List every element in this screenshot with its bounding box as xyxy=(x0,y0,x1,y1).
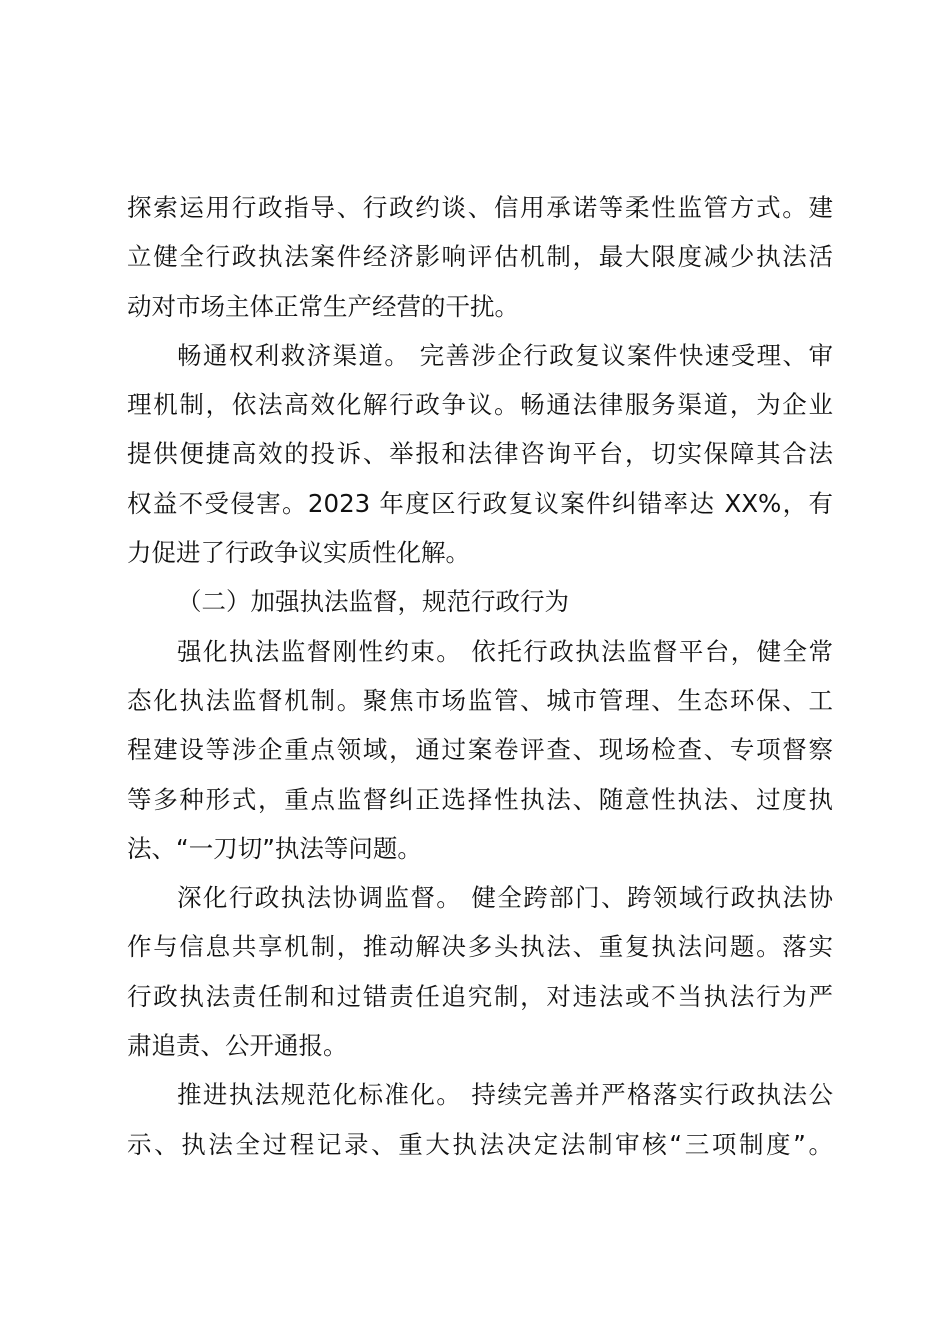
paragraph-line: 态化执法监督机制。聚焦市场监管、城市管理、生态环保、工 xyxy=(127,685,833,715)
paragraph-line: 强化执法监督刚性约束。 依托行政执法监督平台，健全常 xyxy=(177,636,833,666)
paragraph-line: 等多种形式，重点监督纠正选择性执法、随意性执法、过度执 xyxy=(127,784,833,814)
paragraph-line: 力促进了行政争议实质性化解。 xyxy=(127,538,470,568)
paragraph-line: 示、执法全过程记录、重大执法决定法制审核“三项制度”。 xyxy=(127,1129,833,1159)
section-heading: （二）加强执法监督，规范行政行为 xyxy=(177,587,569,617)
paragraph-line: 动对市场主体正常生产经营的干扰。 xyxy=(127,291,519,321)
paragraph-line: 理机制，依法高效化解行政争议。畅通法律服务渠道，为企业 xyxy=(127,390,833,420)
body-text xyxy=(127,183,833,1169)
paragraph-line: 推进执法规范化标准化。 持续完善并严格落实行政执法公 xyxy=(177,1080,833,1110)
paragraph-line: 作与信息共享机制，推动解决多头执法、重复执法问题。落实 xyxy=(127,932,833,962)
paragraph-line: 程建设等涉企重点领域，通过案卷评查、现场检查、专项督察 xyxy=(127,735,833,765)
paragraph-line: 畅通权利救济渠道。 完善涉企行政复议案件快速受理、审 xyxy=(177,340,833,370)
paragraph-line: 肃追责、公开通报。 xyxy=(127,1031,348,1061)
paragraph-line: 深化行政执法协调监督。 健全跨部门、跨领域行政执法协 xyxy=(177,883,833,913)
paragraph-line: 探索运用行政指导、行政约谈、信用承诺等柔性监管方式。建 xyxy=(127,193,833,222)
paragraph-line: 法、“一刀切”执法等问题。 xyxy=(127,833,422,863)
paragraph-line: 权益不受侵害。2023 年度区行政复议案件纠错率达 XX%，有 xyxy=(127,488,833,518)
paragraph-line: 立健全行政执法案件经济影响评估机制，最大限度减少执法活 xyxy=(127,242,833,272)
paragraph-line: 提供便捷高效的投诉、举报和法律咨询平台，切实保障其合法 xyxy=(127,439,833,469)
paragraph-line: 行政执法责任制和过错责任追究制，对违法或不当执法行为严 xyxy=(127,981,833,1011)
